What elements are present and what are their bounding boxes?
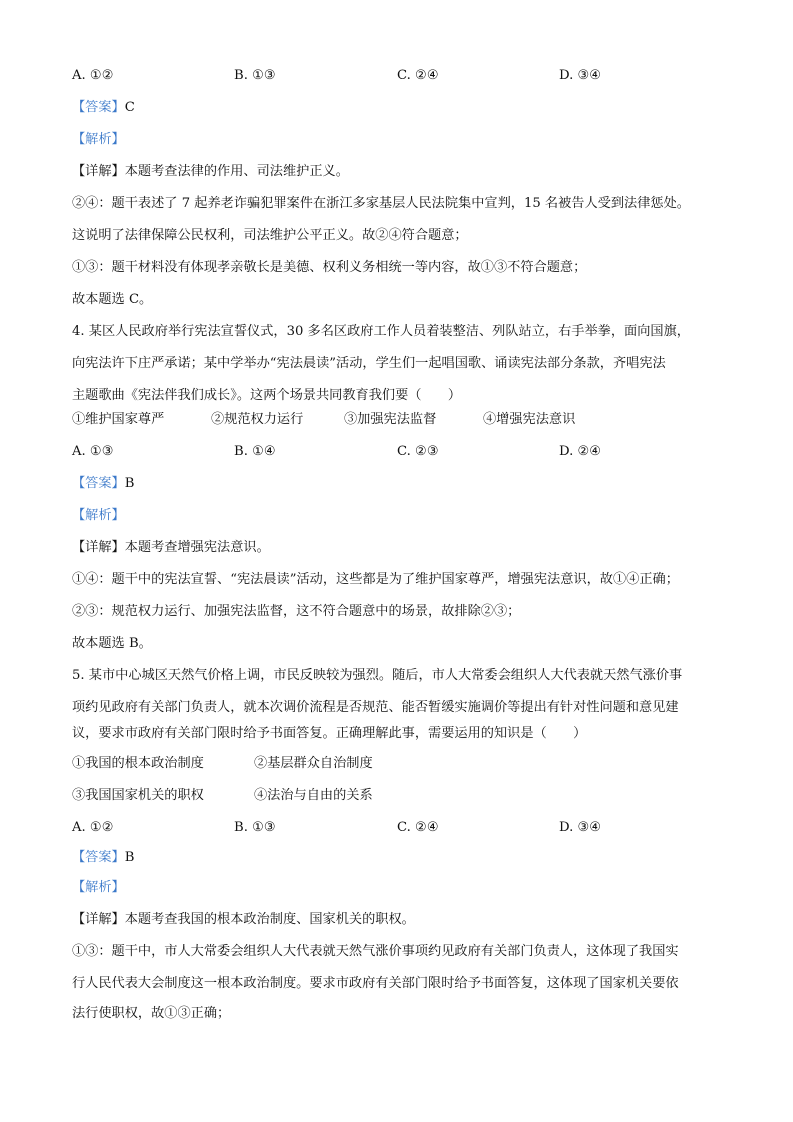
q3-line-2: 这说明了法律保障公民权利，司法维护公平正义。故②④符合题意； <box>72 228 468 243</box>
q5-stem-line-3: 议，要求市政府有关部门限时给予书面答复。正确理解此事，需要运用的知识是（ ） <box>72 726 587 741</box>
q5-line-3: 法行使职权，故①③正确； <box>72 1006 231 1021</box>
q4-line-2: ②③：规范权力运行、加强宪法监督，这不符合题意中的场景，故排除②③； <box>72 604 521 619</box>
q4-option-d: D. ②④ <box>559 444 602 459</box>
q3-answer <box>72 98 135 118</box>
q4-option-a: A. ①③ <box>72 444 114 459</box>
q4-analysis-tag: 【解析】 <box>72 508 125 523</box>
detail-tag: 【详解】 <box>72 912 125 927</box>
q3-line-3: ①③：题干材料没有体现孝亲敬长是美德、权利义务相统一等内容，故①③不符合题意； <box>72 260 587 275</box>
q4-stem-line-2: 向宪法许下庄严承诺；某中学举办“宪法晨读”活动，学生们一起唱国歌、诵读宪法部分条款，齐唱宪法 <box>72 356 666 371</box>
q5-option-a: A. ①② <box>72 820 114 835</box>
q4-option-c: C. ②③ <box>397 444 439 459</box>
answer-tag: 【答案】 <box>72 850 125 865</box>
q5-line-1: ①③：题干中，市人大常委会组织人大代表就天然气涨价事项约见政府有关部门负责人，这体现了我国实 <box>72 944 679 959</box>
q4-line-1: ①④：题干中的宪法宣誓、“宪法晨读”活动，这些都是为了维护国家尊严，增强宪法意识，故①④正确； <box>72 572 679 587</box>
q5-detail <box>72 910 415 930</box>
answer-value: B <box>124 850 135 865</box>
answer-tag: 【答案】 <box>72 476 125 491</box>
q3-option-d: D. ③④ <box>559 68 602 83</box>
q5-analysis-tag: 【解析】 <box>72 880 125 895</box>
q5-option-b: B. ①③ <box>234 820 276 835</box>
answer-value: C <box>124 100 135 115</box>
q4-answer <box>72 474 134 494</box>
q4-detail <box>72 538 270 558</box>
q5-option-c: C. ②④ <box>397 820 439 835</box>
q4-stem-line-1: 4. 某区人民政府举行宪法宣誓仪式，30 多名区政府工作人员着装整洁、列队站立，右手举拳，面向国旗， <box>72 324 690 339</box>
q4-stem-line-3: 主题歌曲《宪法伴我们成长》。这两个场景共同教育我们要（ ） <box>72 388 462 403</box>
q3-option-a: A. ①② <box>72 68 114 83</box>
q5-choice-2: ②基层群众自治制度 <box>254 756 373 771</box>
answer-tag: 【答案】 <box>72 100 125 115</box>
q5-stem-line-1: 5. 某市中心城区天然气价格上调，市民反映较为强烈。随后，市人大常委会组织人大代表就天然气涨价事 <box>72 668 683 683</box>
q5-answer <box>72 848 134 868</box>
q4-option-b: B. ①④ <box>234 444 276 459</box>
detail-tag: 【详解】 <box>72 540 125 555</box>
q5-choice-4: ④法治与自由的关系 <box>254 788 373 803</box>
detail-text: 本题考查增强宪法意识。 <box>124 540 270 555</box>
q3-analysis-tag: 【解析】 <box>72 132 125 147</box>
q3-detail <box>72 162 349 182</box>
q5-option-d: D. ③④ <box>559 820 602 835</box>
answer-value: B <box>124 476 135 491</box>
q4-line-3: 故本题选 B。 <box>72 636 152 651</box>
detail-tag: 【详解】 <box>72 164 125 179</box>
q4-choice-4: ④增强宪法意识 <box>483 412 576 427</box>
q5-stem-line-2: 项约见政府有关部门负责人，就本次调价流程是否规范、能否暂缓实施调价等提出有针对性问题和意见建 <box>72 700 679 715</box>
q3-line-1: ②④：题干表述了 7 起养老诈骗犯罪案件在浙江多家基层人民法院集中宣判，15 名被告人受到法律惩处。 <box>72 196 690 211</box>
detail-text: 本题考查法律的作用、司法维护正义。 <box>124 164 349 179</box>
detail-text: 本题考查我国的根本政治制度、国家机关的职权。 <box>124 912 415 927</box>
q3-option-c: C. ②④ <box>397 68 439 83</box>
q3-option-b: B. ①③ <box>234 68 276 83</box>
q5-choice-1: ①我国的根本政治制度 <box>72 756 204 771</box>
q5-choice-3: ③我国国家机关的职权 <box>72 788 204 803</box>
q4-choice-3: ③加强宪法监督 <box>344 412 437 427</box>
q4-choice-1: ①维护国家尊严 <box>72 412 165 427</box>
q3-line-4: 故本题选 C。 <box>72 292 153 307</box>
q4-choice-2: ②规范权力运行 <box>211 412 304 427</box>
q5-line-2: 行人民代表大会制度这一根本政治制度。要求市政府有关部门限时给予书面答复，这体现了国家机关要依 <box>72 976 679 991</box>
